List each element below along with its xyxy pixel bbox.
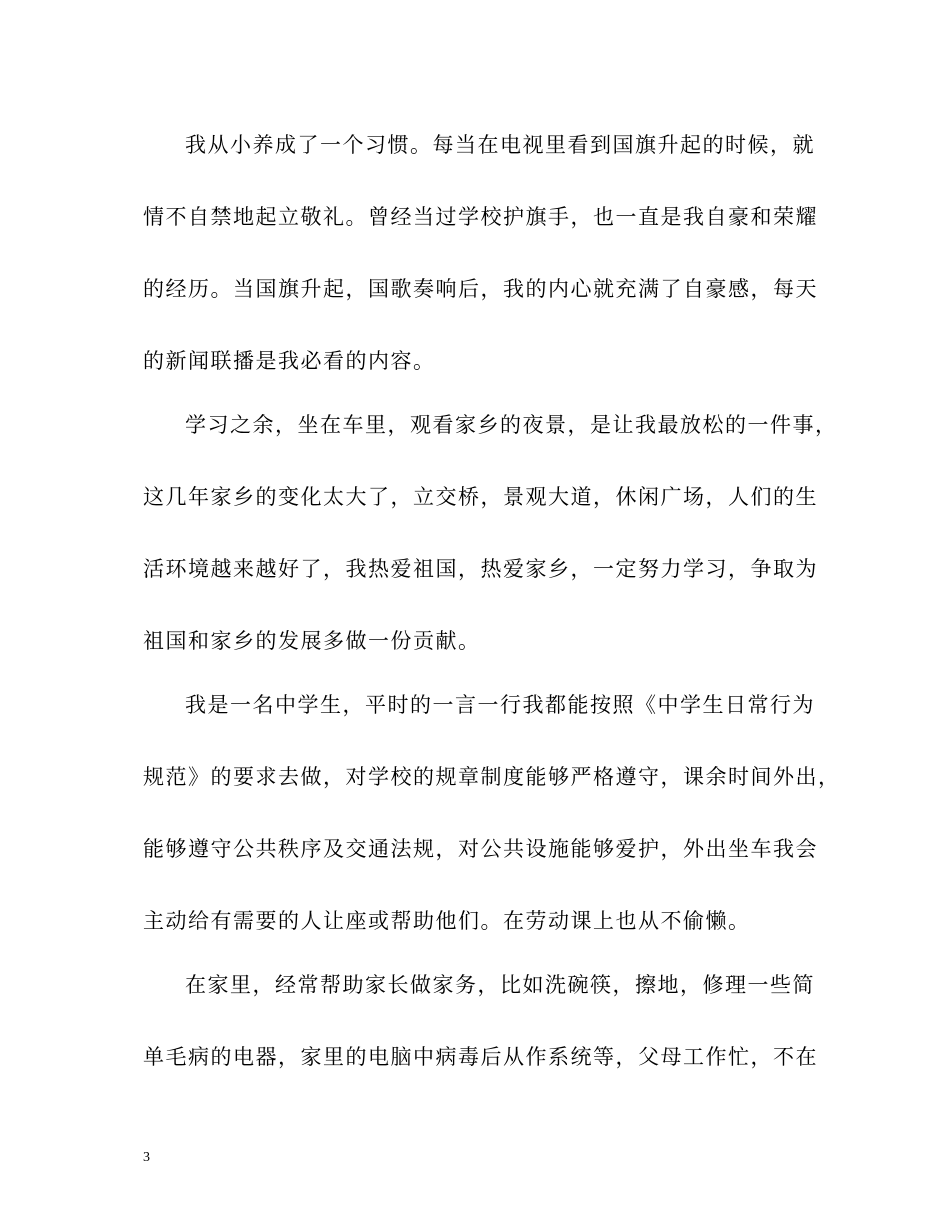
paragraph-1-line-3: 的经历。当国旗升起，国歌奏响后，我的内心就充满了自豪感，每天: [143, 277, 818, 301]
paragraph-4-line-1: 在家里，经常帮助家长做家务，比如洗碗筷，擦地，修理一些简: [185, 973, 815, 997]
paragraph-2-line-3: 活环境越来越好了，我热爱祖国，热爱家乡，一定努力学习，争取为: [143, 557, 818, 581]
paragraph-2-line-4: 祖国和家乡的发展多做一份贡献。: [143, 629, 481, 653]
paragraph-1-line-1: 我从小养成了一个习惯。每当在电视里看到国旗升起的时候，就: [185, 133, 815, 157]
page-number: 3: [143, 1150, 150, 1165]
paragraph-3-line-3: 能够遵守公共秩序及交通法规，对公共设施能够爱护，外出坐车我会: [143, 837, 818, 861]
paragraph-4-line-2: 单毛病的电器，家里的电脑中病毒后从作系统等，父母工作忙，不在: [143, 1045, 818, 1069]
paragraph-3-line-1: 我是一名中学生，平时的一言一行我都能按照《中学生日常行为: [185, 693, 815, 717]
paragraph-1-line-4: 的新闻联播是我必看的内容。: [143, 349, 436, 373]
paragraph-3-line-2: 规范》的要求去做，对学校的规章制度能够严格遵守，课余时间外出，: [143, 765, 841, 789]
paragraph-2-line-1: 学习之余，坐在车里，观看家乡的夜景，是让我最放松的一件事，: [185, 413, 838, 437]
paragraph-3-line-4: 主动给有需要的人让座或帮助他们。在劳动课上也从不偷懒。: [143, 909, 751, 933]
paragraph-2-line-2: 这几年家乡的变化太大了，立交桥，景观大道，休闲广场，人们的生: [143, 485, 818, 509]
paragraph-1-line-2: 情不自禁地起立敬礼。曾经当过学校护旗手，也一直是我自豪和荣耀: [143, 205, 818, 229]
